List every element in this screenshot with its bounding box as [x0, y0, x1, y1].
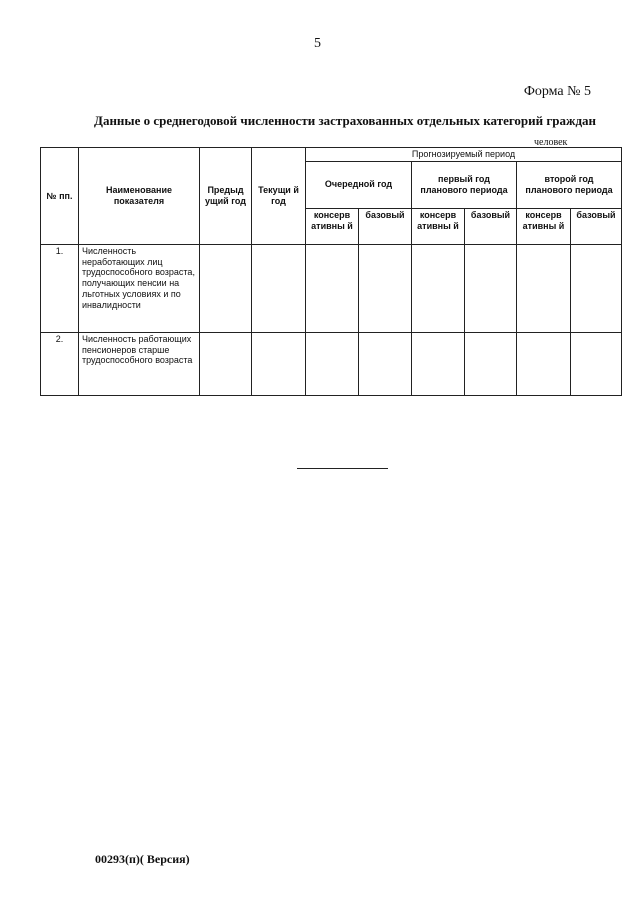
- cell-empty: [465, 332, 517, 395]
- header-number: № пп.: [41, 148, 79, 245]
- header-base: базовый: [465, 208, 517, 244]
- cell-empty: [412, 244, 465, 332]
- header-next-year: Очередной год: [306, 161, 412, 208]
- footer-document-code: 00293(п)( Версия): [95, 852, 190, 866]
- end-separator-line: [297, 468, 388, 469]
- cell-empty: [412, 332, 465, 395]
- header-conservative: консерв ативны й: [517, 208, 571, 244]
- row-indicator-name: Численность работающих пенсионеров старше трудоспособного возраста: [79, 332, 200, 395]
- table-row: [41, 332, 622, 395]
- header-base: базовый: [571, 208, 622, 244]
- row-number: 1.: [41, 244, 79, 332]
- form-label: Форма № 5: [523, 84, 591, 99]
- header-previous-year: Предыд ущий год: [200, 148, 252, 245]
- cell-empty: [306, 332, 359, 395]
- cell-empty: [465, 244, 517, 332]
- page-number: 5: [314, 36, 321, 51]
- header-indicator-name: Наименование показателя: [79, 148, 200, 245]
- row-indicator-name: Численность неработающих лиц трудоспособного возраста, получающих пенсии на льготных условиях и по инвалидности: [79, 244, 200, 332]
- header-forecast-period: Прогнозируемый период: [306, 148, 622, 162]
- data-table: [40, 147, 622, 396]
- cell-empty: [517, 244, 571, 332]
- document-title: Данные о среднегодовой численности застрахованных отдельных категорий граждан: [94, 113, 597, 128]
- cell-empty: [517, 332, 571, 395]
- header-first-plan-year: первый год планового периода: [412, 161, 517, 208]
- header-current-year: Текущи й год: [252, 148, 306, 245]
- cell-empty: [252, 244, 306, 332]
- header-conservative: консерв ативны й: [412, 208, 465, 244]
- table-row: [41, 244, 622, 332]
- cell-empty: [359, 244, 412, 332]
- header-conservative: консерв ативны й: [306, 208, 359, 244]
- cell-empty: [200, 244, 252, 332]
- cell-empty: [252, 332, 306, 395]
- cell-empty: [571, 332, 622, 395]
- cell-empty: [200, 332, 252, 395]
- row-number: 2.: [41, 332, 79, 395]
- cell-empty: [571, 244, 622, 332]
- cell-empty: [359, 332, 412, 395]
- header-base: базовый: [359, 208, 412, 244]
- header-second-plan-year: второй год планового периода: [517, 161, 622, 208]
- cell-empty: [306, 244, 359, 332]
- unit-label: человек: [534, 137, 568, 148]
